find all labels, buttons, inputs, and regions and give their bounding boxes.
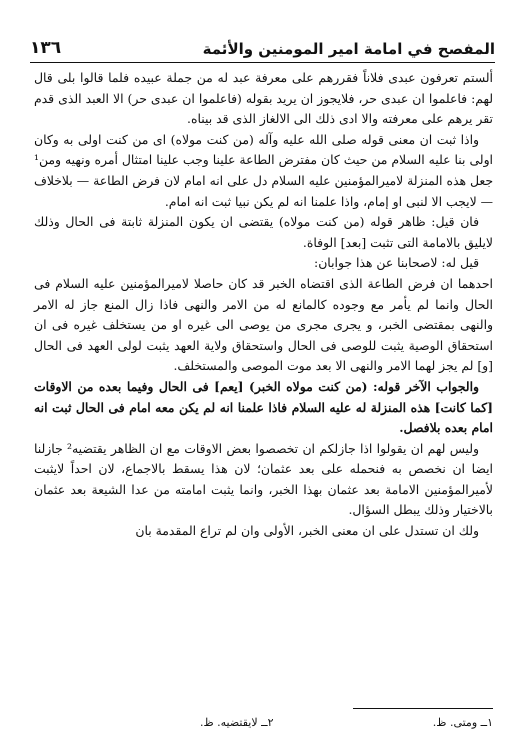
paragraph-6: والجواب الآخر قوله: (من كنت مولاه الخبر) [يعم] فى الحال وفيما بعده من الاوقات [كما كانت] هذه المنزلة له عليه السلام فاذا علمنا انه لم يكن معه امام فى الحال ثبت انه امام بعده بلافصل. [34, 378, 493, 436]
body-text [34, 68, 493, 542]
paragraph-1: ألستم تعرفون عبدى فلاناً فقررهم على معرفة عبد له من جملة عبيده فلما قالوا بلى قال لهم: فاعلموا ان عبدى حر، فلايجوز ان يريد بقوله (فاعلموا ان عبدى حر) الا العبد الذى قدم تقر يرهم على معرفته والا ادى ذلك الى الالغاز الذى قد بيناه. [34, 70, 493, 127]
page-number: ١٣٦ [30, 38, 62, 58]
paragraph-2: واذا ثبت ان معنى قوله صلى الله عليه وآله (من كنت مولاه) اى من كنت اولى به وكان اولى بنا عليه السلام من حيث كان مفترض الطاعة علينا وجب علينا امتثال أمره ونهيه ومن¹ جعل هذه المنزلة لاميرالمؤمنين عليه السلام دل على انه امام لان فرض الطاعة — بلاخلاف — لايجب الا لنبى او إمام، واذا علمنا انه لم يكن نبيا ثبت انه امام. [34, 131, 493, 209]
page-header [30, 32, 495, 58]
footnote-1: ١ــ ومتى. ظ. [432, 716, 493, 729]
footnote-2: ٢ــ لايقتضيه. ظ. [200, 716, 274, 729]
paragraph-8: ولك ان تستدل على ان معنى الخبر، الأولى وان لم تراع المقدمة بان [135, 523, 479, 539]
footnotes [200, 716, 493, 729]
paragraph-5: احدهما ان فرض الطاعة الذى اقتضاه الخبر قد كان حاصلا لاميرالمؤمنين عليه السلام فى الحال وانما لم يأمر مع وجوده كالمانع له من الامر والنهى فاذا زال المنع جاز له الامر والنهى بمقتضى الخبر، و يجرى مجرى من يوصى الى غيره او من يستخلف غيره فى ان استحقاق الوصية يثبت للوصى فى الحال واستحقاق ولاية العهد يثبت لولى العهد فى الحال [و] لم يجز لهما الامر والنهى الا بعد موت الموصى والمستخلف. [34, 275, 493, 374]
header-rule [30, 62, 495, 63]
paragraph-3: فان قيل: ظاهر قوله (من كنت مولاه) يقتضى ان يكون المنزلة ثابتة فى الحال وذلك لايليق بالامامة التى تثبت [بعد] الوفاة. [34, 214, 493, 250]
running-title: المفصح في امامة امير المومنين والأئمة [202, 40, 495, 58]
paragraph-4: قيل له: لاصحابنا عن هذا جوابان: [314, 255, 479, 271]
paragraph-7: وليس لهم ان يقولوا اذا جازلكم ان تخصصوا بعض الاوقات مع ان الظاهر يقتضيه² جازلنا ايضا ان نخصص به فنحمله على بعد عثمان؛ لان هذا يسقط بالاجماع، لان احداً لايثبت لأميرالمؤمنين الامامة بعد عثمان بهذا الخبر، وانما يثبت امامته من عدا الشيعة بعد عثمان بالاختيار وذلك يبطل السؤال. [34, 440, 493, 518]
footnote-rule [353, 708, 493, 709]
